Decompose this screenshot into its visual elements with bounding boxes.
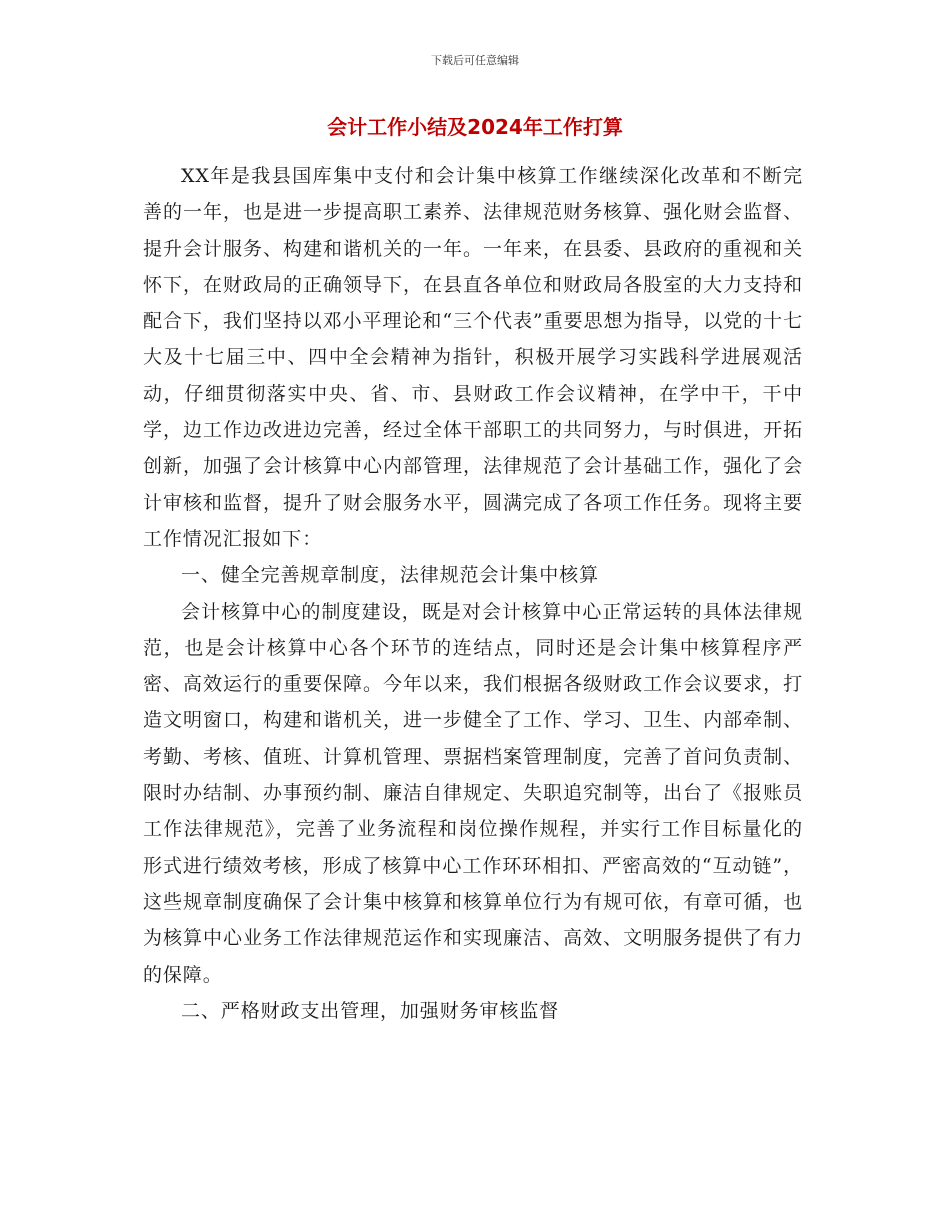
section-1-paragraph: 会计核算中心的制度建设，既是对会计核算中心正常运转的具体法律规范，也是会计核算中心各个环节的连结点，同时还是会计集中核算程序严密、高效运行的重要保障。今年以来，我们根据各级财政工作会议要求，打造文明窗口，构建和谐机关，进一步健全了工作、学习、卫生、内部牵制、考勤、考核、值班、计算机管理、票据档案管理制度，完善了首问负责制、限时办结制、办事预约制、廉洁自律规定、失职追究制等，出台了《报账员工作法律规范》，完善了业务流程和岗位操作规程，并实行工作目标量化的形式进行绩效考核，形成了核算中心工作环环相扣、严密高效的“互动链”，这些规章制度确保了会计集中核算和核算单位行为有规可依，有章可循，也为核算中心业务工作法律规范运作和实现廉洁、高效、文明服务提供了有力的保障。 xyxy=(143,600,803,986)
document-title: 会计工作小结及2024年工作打算 xyxy=(327,115,623,139)
intro-paragraph: XX年是我县国库集中支付和会计集中核算工作继续深化改革和不断完善的一年，也是进一步提高职工素养、法律规范财务核算、强化财会监督、提升会计服务、构建和谐机关的一年。一年来，在县委、县政府的重视和关怀下，在财政局的正确领导下，在县直各单位和财政局各股室的大力支持和配合下，我们坚持以邓小平理论和“三个代表”重要思想为指导，以党的十七大及十七届三中、四中全会精神为指针，积极开展学习实践科学进展观活动，仔细贯彻落实中央、省、市、县财政工作会议精神，在学中干，干中学，边工作边改进边完善，经过全体干部职工的共同努力，与时俱进，开拓创新，加强了会计核算中心内部管理，法律规范了会计基础工作，强化了会计审核和监督，提升了财会服务水平，圆满完成了各项工作任务。现将主要工作情况汇报如下： xyxy=(143,165,803,550)
document-body xyxy=(143,158,803,1029)
section-heading-2: 二、严格财政支出管理，加强财务审核监督 xyxy=(181,999,560,1022)
page-header: 下载后可任意编辑 xyxy=(431,54,519,67)
section-heading-1: 一、健全完善规章制度，法律规范会计集中核算 xyxy=(181,564,599,587)
